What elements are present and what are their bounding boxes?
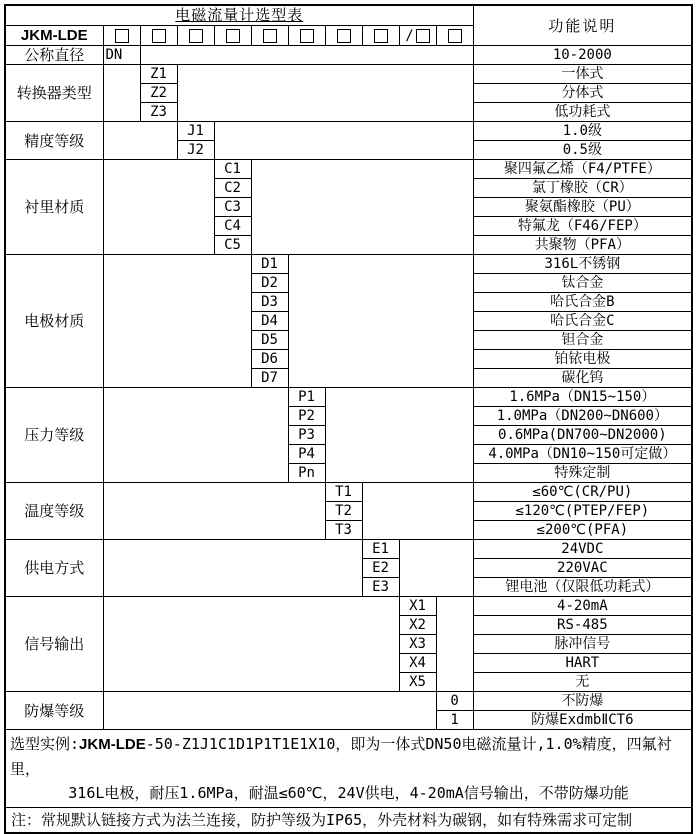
value-cell: 铂铱电极 — [473, 350, 692, 369]
checkbox-square-icon — [374, 29, 388, 43]
code-cell: P3 — [288, 426, 325, 445]
code-cell: D3 — [251, 293, 288, 312]
value-cell: ≤120℃(PTEP/FEP) — [473, 502, 692, 521]
checkbox-square-icon — [337, 29, 351, 43]
value-cell: 分体式 — [473, 84, 692, 103]
empty-cell — [103, 483, 325, 540]
value-cell: 共聚物（PFA） — [473, 236, 692, 255]
value-cell: HART — [473, 654, 692, 673]
section-label: 电极材质 — [5, 255, 103, 388]
model-code-cell-4 — [214, 26, 251, 46]
value-cell: 一体式 — [473, 65, 692, 84]
value-cell: 哈氏合金B — [473, 293, 692, 312]
code-cell: T2 — [325, 502, 362, 521]
code-cell: DN — [103, 46, 140, 65]
value-cell: 低功耗式 — [473, 103, 692, 122]
code-cell: X4 — [399, 654, 436, 673]
checkbox-square-icon — [448, 29, 462, 43]
value-cell: RS-485 — [473, 616, 692, 635]
value-cell: 钽合金 — [473, 331, 692, 350]
value-cell: 钛合金 — [473, 274, 692, 293]
code-cell: J1 — [177, 122, 214, 141]
value-cell: 4.0MPa（DN10~150可定做） — [473, 445, 692, 464]
code-cell: C5 — [214, 236, 251, 255]
value-cell: 4-20mA — [473, 597, 692, 616]
code-cell: P4 — [288, 445, 325, 464]
code-cell: C2 — [214, 179, 251, 198]
example-rest: -50-Z1J1C1D1P1T1E1X10，即为一体式DN50电磁流量计,1.0%精度，四氟衬里， — [10, 735, 672, 778]
model-code-cell-7 — [325, 26, 362, 46]
empty-cell — [103, 122, 177, 160]
code-cell: D1 — [251, 255, 288, 274]
value-cell: 不防爆 — [473, 692, 692, 711]
model-code-cell-10 — [436, 26, 473, 46]
section-label: 精度等级 — [5, 122, 103, 160]
section-label: 防爆等级 — [5, 692, 103, 730]
default-config-note: 注：常规默认链接方式为法兰连接，防护等级为IP65，外壳材料为碳钢，如有特殊需求可定制 — [5, 808, 692, 834]
checkbox-square-icon — [416, 29, 430, 43]
code-cell: X1 — [399, 597, 436, 616]
model-code-cell-6 — [288, 26, 325, 46]
value-cell: ≤200℃(PFA) — [473, 521, 692, 540]
model-prefix: JKM-LDE — [5, 26, 103, 46]
value-cell: 氯丁橡胶（CR） — [473, 179, 692, 198]
checkbox-square-icon — [263, 29, 277, 43]
code-cell: D5 — [251, 331, 288, 350]
value-cell: 锂电池（仅限低功耗式） — [473, 578, 692, 597]
checkbox-square-icon — [189, 29, 203, 43]
section-label: 转换器类型 — [5, 65, 103, 122]
empty-cell — [325, 388, 473, 483]
value-cell: 10-2000 — [473, 46, 692, 65]
table-title-cell — [5, 5, 473, 26]
code-cell: C1 — [214, 160, 251, 179]
section-label: 衬里材质 — [5, 160, 103, 255]
section-label: 压力等级 — [5, 388, 103, 483]
checkbox-square-icon — [300, 29, 314, 43]
value-cell: 特殊定制 — [473, 464, 692, 483]
section-label: 公称直径 — [5, 46, 103, 65]
empty-cell — [103, 65, 140, 122]
code-cell: X2 — [399, 616, 436, 635]
value-cell: 0.6MPa(DN700~DN2000) — [473, 426, 692, 445]
empty-cell — [140, 46, 473, 65]
code-cell: X3 — [399, 635, 436, 654]
code-cell: D7 — [251, 369, 288, 388]
code-cell: E2 — [362, 559, 399, 578]
value-cell: 1.6MPa（DN15~150） — [473, 388, 692, 407]
code-cell: Z2 — [140, 84, 177, 103]
code-cell: E3 — [362, 578, 399, 597]
code-cell: Z1 — [140, 65, 177, 84]
code-cell: 1 — [436, 711, 473, 730]
code-cell: Z3 — [140, 103, 177, 122]
selection-table — [4, 4, 693, 834]
value-cell: 0.5级 — [473, 141, 692, 160]
example-line-2: 316L电极，耐压1.6MPa，耐温≤60℃，24V供电，4-20mA信号输出，不带防爆功能 — [68, 784, 629, 802]
checkbox-square-icon — [226, 29, 240, 43]
section-label: 供电方式 — [5, 540, 103, 597]
model-code-cell-2 — [140, 26, 177, 46]
code-cell: D2 — [251, 274, 288, 293]
code-cell: P2 — [288, 407, 325, 426]
empty-cell — [214, 122, 473, 160]
slash-separator: / — [405, 27, 414, 44]
code-cell: D6 — [251, 350, 288, 369]
model-code-cell-1 — [103, 26, 140, 46]
value-cell: 220VAC — [473, 559, 692, 578]
value-cell: 脉冲信号 — [473, 635, 692, 654]
code-cell: T3 — [325, 521, 362, 540]
value-cell: 聚四氟乙烯（F4/PTFE） — [473, 160, 692, 179]
value-cell: 聚氨酯橡胶（PU） — [473, 198, 692, 217]
empty-cell — [436, 597, 473, 692]
model-code-cell-8 — [362, 26, 399, 46]
model-code-cell-3 — [177, 26, 214, 46]
value-cell: 1.0MPa（DN200~DN600） — [473, 407, 692, 426]
code-cell: T1 — [325, 483, 362, 502]
example-prefix: 选型实例: — [10, 735, 80, 753]
empty-cell — [103, 255, 251, 388]
empty-cell — [103, 692, 436, 730]
code-cell: P1 — [288, 388, 325, 407]
value-cell: 316L不锈钢 — [473, 255, 692, 274]
example-model-code: JKM-LDE — [79, 736, 146, 753]
value-cell: 哈氏合金C — [473, 312, 692, 331]
value-cell: ≤60℃(CR/PU) — [473, 483, 692, 502]
code-cell: C4 — [214, 217, 251, 236]
function-description-header: 功能说明 — [473, 5, 692, 46]
selection-example-note — [5, 730, 692, 808]
code-cell: E1 — [362, 540, 399, 559]
empty-cell — [103, 597, 399, 692]
code-cell: D4 — [251, 312, 288, 331]
empty-cell — [251, 160, 473, 255]
empty-cell — [103, 388, 288, 483]
table-title: 电磁流量计选型表 — [175, 6, 304, 24]
code-cell: J2 — [177, 141, 214, 160]
value-cell: 碳化钨 — [473, 369, 692, 388]
checkbox-square-icon — [152, 29, 166, 43]
empty-cell — [177, 65, 473, 122]
section-label: 温度等级 — [5, 483, 103, 540]
value-cell: 无 — [473, 673, 692, 692]
example-line-1 — [10, 732, 687, 781]
value-cell: 1.0级 — [473, 122, 692, 141]
empty-cell — [399, 540, 473, 597]
code-cell: Pn — [288, 464, 325, 483]
checkbox-square-icon — [115, 29, 129, 43]
model-code-cell-5 — [251, 26, 288, 46]
code-cell: X5 — [399, 673, 436, 692]
value-cell: 24VDC — [473, 540, 692, 559]
code-cell: 0 — [436, 692, 473, 711]
value-cell: 特氟龙（F46/FEP） — [473, 217, 692, 236]
empty-cell — [103, 160, 214, 255]
code-cell: C3 — [214, 198, 251, 217]
empty-cell — [103, 540, 362, 597]
empty-cell — [288, 255, 473, 388]
section-label: 信号输出 — [5, 597, 103, 692]
model-code-cell-9 — [399, 26, 436, 46]
empty-cell — [362, 483, 473, 540]
value-cell: 防爆ExdmbⅡCT6 — [473, 711, 692, 730]
